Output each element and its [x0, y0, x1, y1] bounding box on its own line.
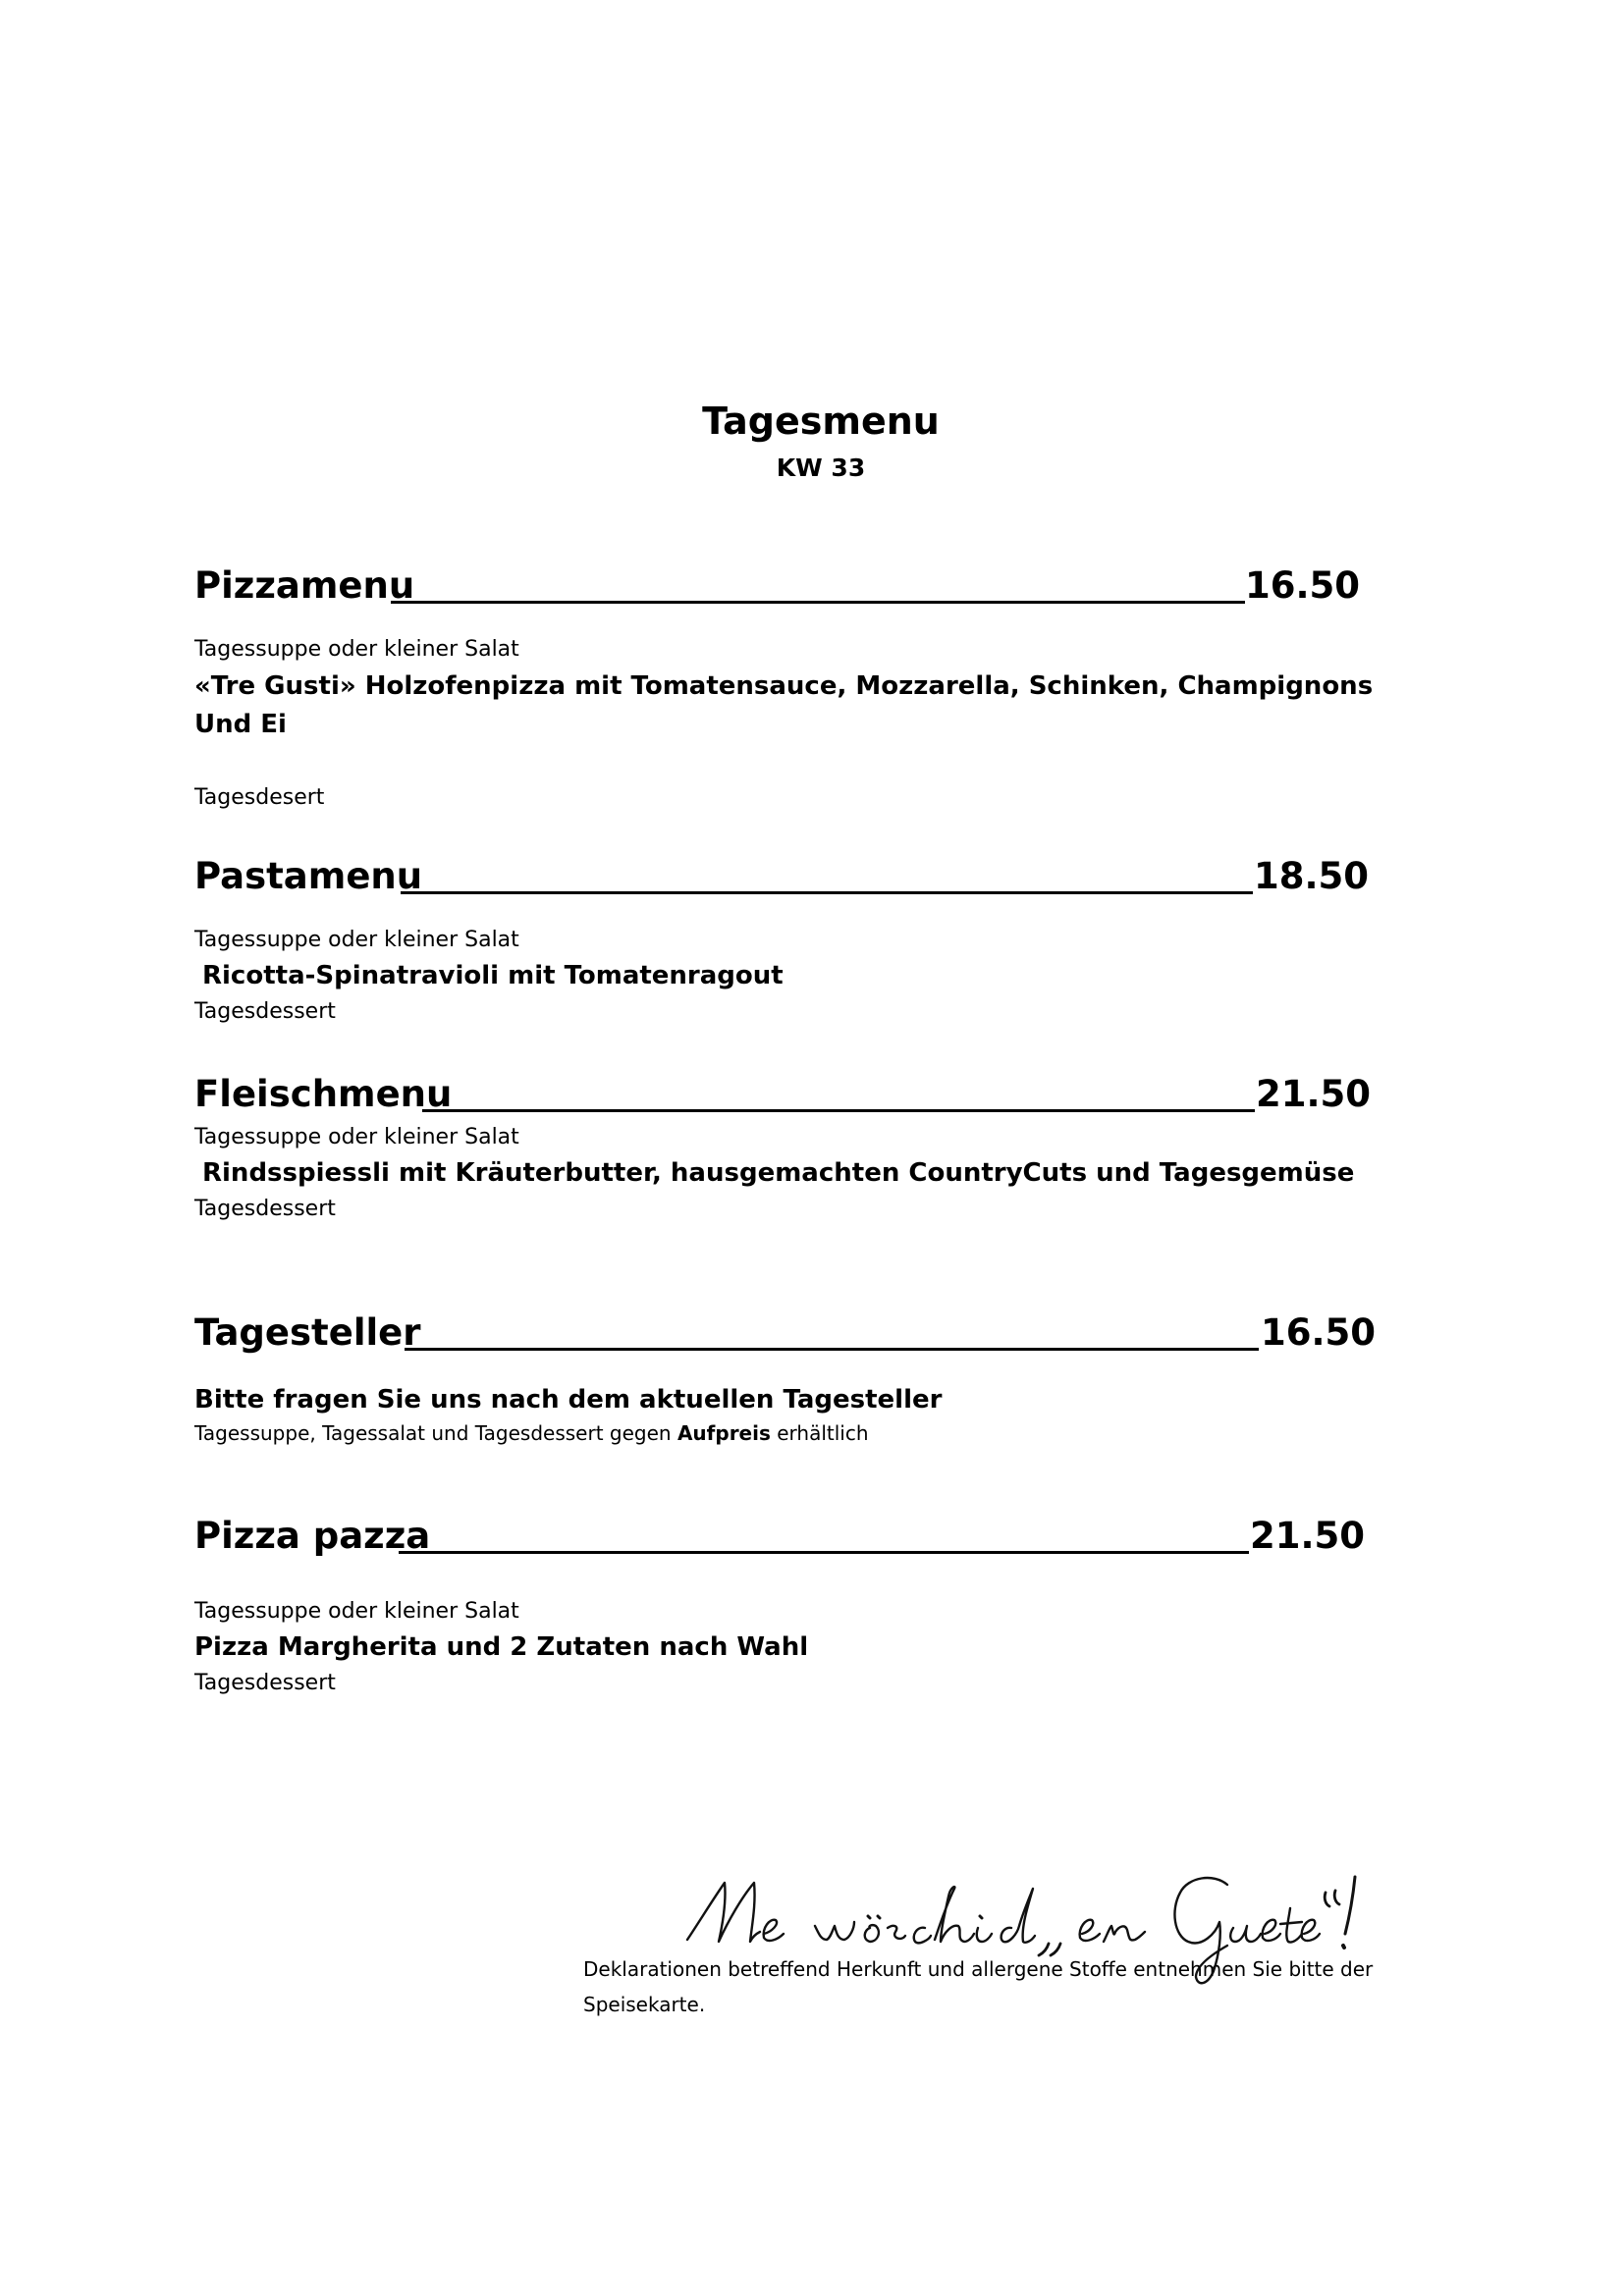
menu-line: Tagesdessert	[194, 1197, 336, 1221]
menu-price: 21.50	[1256, 1073, 1372, 1115]
menu-line: Rindsspiessli mit Kräuterbutter, hausgemachten CountryCuts und Tagesgemüse	[202, 1158, 1355, 1188]
menu-line: Tagesdessert	[194, 999, 336, 1024]
menu-line: Tagessuppe oder kleiner Salat	[194, 1599, 519, 1624]
menu-price: 16.50	[1245, 564, 1361, 607]
leader-line	[399, 1551, 1249, 1554]
leader-line	[422, 1109, 1255, 1112]
surcharge-note-text: erhältlich	[770, 1421, 869, 1445]
menu-line: Tagesdessert	[194, 1671, 336, 1695]
menu-name: Tagesteller	[194, 1311, 421, 1354]
menu-line: Und Ei	[194, 710, 287, 739]
menu-line: Ricotta-Spinatravioli mit Tomatenragout	[202, 961, 784, 990]
surcharge-note	[194, 1419, 869, 1447]
menu-price: 16.50	[1261, 1311, 1377, 1354]
menu-line: «Tre Gusti» Holzofenpizza mit Tomatensauce, Mozzarella, Schinken, Champignons	[194, 671, 1374, 701]
menu-name: Pizzamenu	[194, 564, 415, 607]
menu-line: Pizza Margherita und 2 Zutaten nach Wahl	[194, 1632, 809, 1662]
menu-price: 18.50	[1254, 855, 1370, 897]
menu-name: Fleischmenu	[194, 1073, 453, 1115]
leader-line	[391, 601, 1245, 604]
menu-line: Tagesdesert	[194, 785, 325, 810]
leader-line	[405, 1348, 1259, 1351]
surcharge-note-text: Tagessuppe, Tagessalat und Tagesdessert gegen	[194, 1421, 677, 1445]
menu-name: Pizza pazza	[194, 1515, 431, 1557]
menu-line: Tagessuppe oder kleiner Salat	[194, 637, 519, 662]
menu-line: Tagessuppe oder kleiner Salat	[194, 928, 519, 952]
page-title: Tagesmenu	[702, 400, 940, 443]
week-label: KW 33	[776, 454, 866, 482]
menu-price: 21.50	[1250, 1515, 1366, 1557]
declaration-text: Deklarationen betreffend Herkunft und allergene Stoffe entnehmen Sie bitte der	[583, 1957, 1374, 1981]
declaration-text: Speisekarte.	[583, 1993, 706, 2016]
menu-line: Bitte fragen Sie uns nach dem aktuellen Tagesteller	[194, 1385, 943, 1415]
leader-line	[401, 891, 1253, 894]
surcharge-note-emphasis: Aufpreis	[677, 1421, 771, 1445]
menu-name: Pastamenu	[194, 855, 423, 897]
menu-line: Tagessuppe oder kleiner Salat	[194, 1125, 519, 1149]
